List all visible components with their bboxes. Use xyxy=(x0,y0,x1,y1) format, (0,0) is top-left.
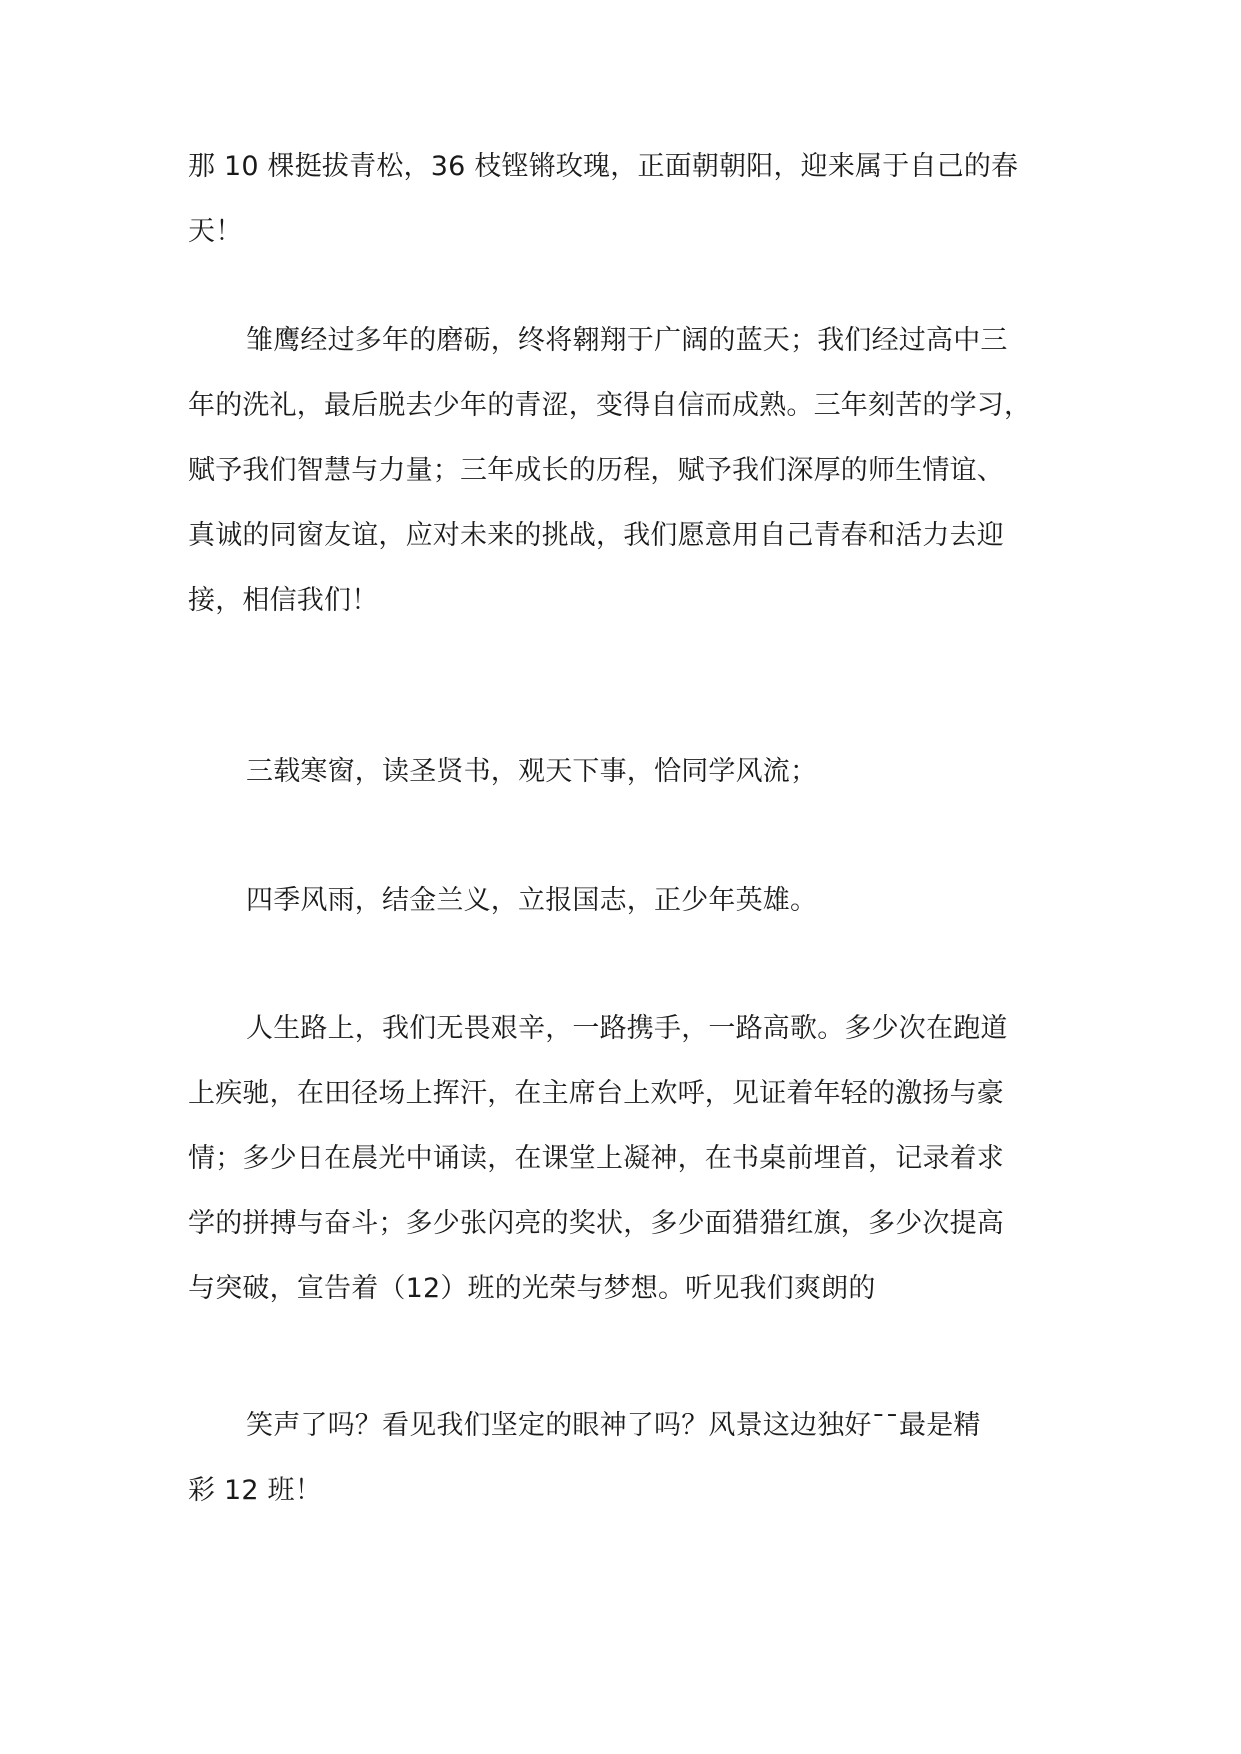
paragraph-line: 年的洗礼，最后脱去少年的青涩，变得自信而成熟。三年刻苦的学习， xyxy=(188,390,1032,421)
paragraph-line: 真诚的同窗友谊，应对未来的挑战，我们愿意用自己青春和活力去迎 xyxy=(188,520,1004,551)
paragraph-line: 与突破，宣告着（12）班的光荣与梦想。听见我们爽朗的 xyxy=(188,1273,876,1304)
paragraph-1 xyxy=(188,134,1058,264)
paragraph-4 xyxy=(188,868,1058,933)
paragraph-line: 学的拼搏与奋斗；多少张闪亮的奖状，多少面猎猎红旗，多少次提高 xyxy=(188,1208,1004,1239)
paragraph-line: 那 10 棵挺拔青松，36 枝铿锵玫瑰，正面朝朝阳，迎来属于自己的春 xyxy=(188,151,1019,182)
paragraph-line: 三载寒窗，读圣贤书，观天下事，恰同学风流； xyxy=(246,756,818,787)
paragraph-line: 接，相信我们！ xyxy=(188,585,379,616)
paragraph-line: 情；多少日在晨光中诵读，在课堂上凝神，在书桌前埋首，记录着求 xyxy=(188,1143,1004,1174)
paragraph-line: 雏鹰经过多年的磨砺，终将翱翔于广阔的蓝天；我们经过高中三 xyxy=(246,325,1008,356)
paragraph-6 xyxy=(188,1393,1058,1523)
paragraph-5 xyxy=(188,996,1058,1321)
paragraph-line: 人生路上，我们无畏艰辛，一路携手，一路高歌。多少次在跑道 xyxy=(246,1013,1008,1044)
paragraph-line: 天！ xyxy=(188,216,243,247)
paragraph-line: 四季风雨，结金兰义，立报国志，正少年英雄。 xyxy=(246,885,818,916)
paragraph-line: 笑声了吗？看见我们坚定的眼神了吗？风景这边独好¯¯最是精 xyxy=(246,1410,981,1441)
paragraph-2 xyxy=(188,308,1058,633)
paragraph-line: 赋予我们智慧与力量；三年成长的历程，赋予我们深厚的师生情谊、 xyxy=(188,455,1004,486)
paragraph-3 xyxy=(188,739,1058,804)
paragraph-line: 彩 12 班！ xyxy=(188,1475,322,1506)
paragraph-line: 上疾驰，在田径场上挥汗，在主席台上欢呼，见证着年轻的激扬与豪 xyxy=(188,1078,1004,1109)
